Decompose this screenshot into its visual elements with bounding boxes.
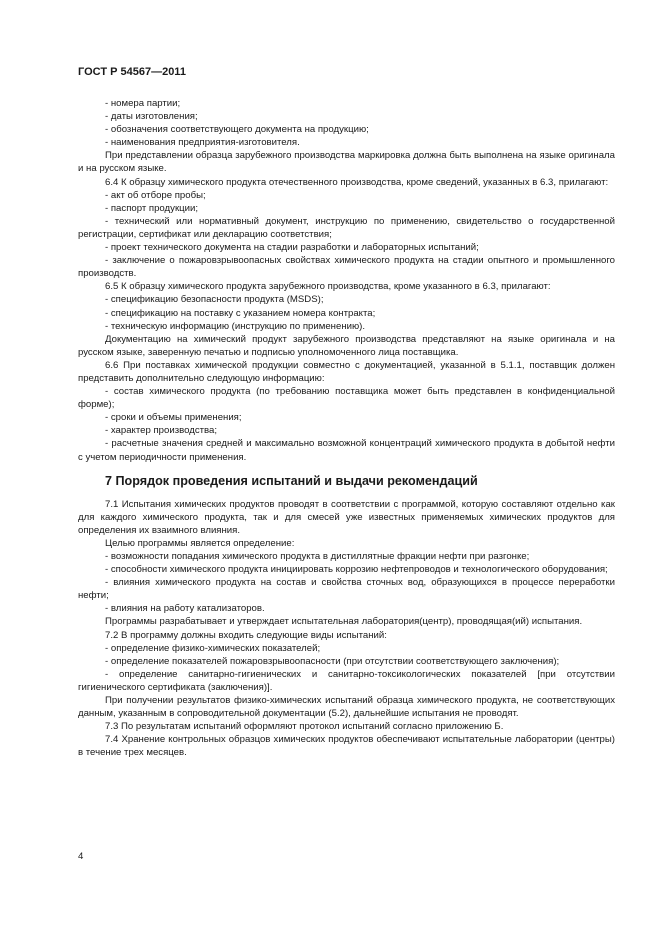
paragraph: 7.3 По результатам испытаний оформляют протокол испытаний согласно приложению Б.	[105, 721, 504, 733]
paragraph: 6.6 При поставках химической продукции совместно с документацией, указанной в 5.1.1, поставщик должен представить дополнительно следующую информацию:	[78, 359, 615, 384]
paragraph: - акт об отборе пробы;	[105, 189, 206, 201]
paragraph: - заключение о пожаровзрывоопасных свойствах химического продукта на стадии опытного и промышленного производств.	[78, 255, 615, 280]
paragraph: - способности химического продукта инициировать коррозию нефтепроводов и технологического оборудования;	[105, 564, 608, 576]
paragraph: Программы разрабатывает и утверждает испытательная лаборатория(центр), проводящая(ий) испытания.	[105, 616, 583, 628]
paragraph: 7.1 Испытания химических продуктов проводят в соответствии с программой, которую составляют отдельно как для каждого химического продукта, так и для смесей уже известных применяемых химических продуктов для определения их взаимного влияния.	[78, 498, 615, 536]
paragraph: Целью программы является определение:	[105, 537, 295, 549]
paragraph: - определение санитарно-гигиенических и санитарно-токсикологических показателей [при отсутствии гигиенического сертификата (заключения)].	[78, 668, 615, 693]
page-number: 4	[78, 851, 84, 862]
paragraph: - даты изготовления;	[105, 111, 198, 123]
paragraph: - технический или нормативный документ, инструкцию по применению, свидетельство о государственной регистрации, сертификат или декларацию соответствия;	[78, 215, 615, 240]
paragraph: - техническую информацию (инструкцию по применению).	[105, 320, 366, 332]
paragraph: - наименования предприятия-изготовителя.	[105, 137, 300, 149]
document-header: ГОСТ Р 54567—2011	[78, 66, 186, 78]
paragraph: 6.4 К образцу химического продукта отечественного производства, кроме сведений, указанных в 6.3, прилагают:	[105, 176, 609, 188]
paragraph: - спецификацию безопасности продукта (MSDS);	[105, 294, 324, 306]
paragraph: - проект технического документа на стадии разработки и лабораторных испытаний;	[105, 242, 479, 254]
paragraph: - характер производства;	[105, 425, 218, 437]
paragraph: - расчетные значения средней и максимально возможной концентраций химического продукта в добытой нефти с учетом периодичности применения.	[78, 438, 615, 463]
paragraph: - обозначения соответствующего документа на продукцию;	[105, 124, 369, 136]
paragraph: - спецификацию на поставку с указанием номера контракта;	[105, 307, 376, 319]
paragraph: 6.5 К образцу химического продукта зарубежного производства, кроме указанного в 6.3, прилагают:	[105, 281, 551, 293]
section-heading: 7 Порядок проведения испытаний и выдачи рекомендаций	[105, 473, 478, 488]
paragraph: - влияния на работу катализаторов.	[105, 603, 265, 615]
paragraph: 7.2 В программу должны входить следующие виды испытаний:	[105, 629, 387, 641]
paragraph: - паспорт продукции;	[105, 202, 199, 214]
paragraph: - возможности попадания химического продукта в дистиллятные фракции нефти при разгонке;	[105, 551, 530, 562]
paragraph: При представлении образца зарубежного производства маркировка должна быть выполнена на языке оригинала и на русском языке.	[78, 150, 615, 175]
paragraph: - состав химического продукта (по требованию поставщика может быть представлен в конфиденциальной форме);	[78, 386, 615, 411]
page-content	[78, 97, 615, 760]
paragraph: При получении результатов физико-химических испытаний образца химического продукта, не соответствующих данным, указанным в сопроводительной документации (5.2), дальнейшие испытания не проводят.	[78, 695, 615, 720]
paragraph: 7.4 Хранение контрольных образцов химических продуктов обеспечивают испытательные лаборатории (центры) в течение трех месяцев.	[78, 734, 615, 759]
paragraph: - номера партии;	[105, 98, 181, 109]
paragraph: - влияния химического продукта на состав и свойства сточных вод, образующихся в процессе переработки нефти;	[78, 577, 615, 602]
paragraph: - сроки и объемы применения;	[105, 412, 242, 424]
paragraph: - определение физико-химических показателей;	[105, 642, 321, 654]
paragraph: Документацию на химический продукт зарубежного производства представляют на языке оригинала и на русском языке, заверенную печатью и подписью уполномоченного лица поставщика.	[78, 333, 615, 358]
paragraph: - определение показателей пожаровзрывоопасности (при отсутствии соответствующего заключения);	[105, 655, 560, 667]
